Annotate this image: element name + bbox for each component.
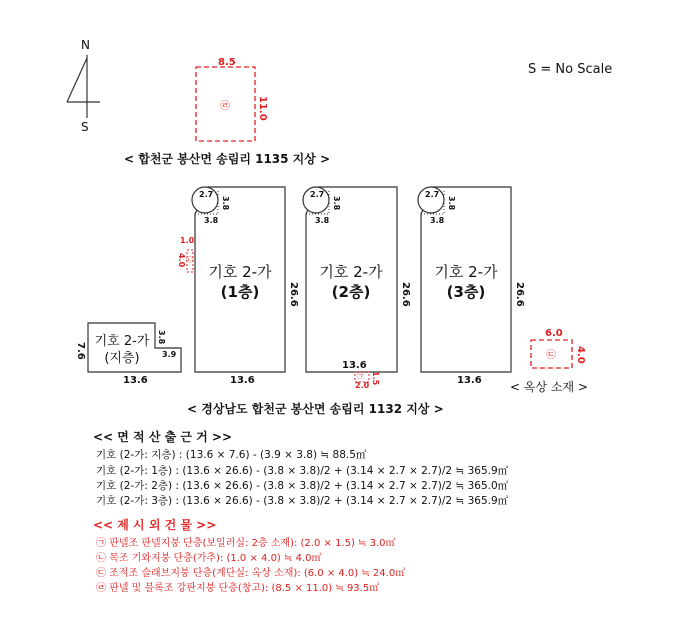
arc-radius-label: 2.7 (425, 190, 440, 199)
basement-width: 13.6 (123, 375, 148, 386)
cut-label: 3.8 (447, 196, 456, 211)
outbuilding-d-mark: ㉣ (220, 101, 230, 112)
arc-radius-label: 2.7 (199, 190, 214, 199)
floor-1-height: 26.6 (288, 282, 299, 307)
annex-b-height: 4.0 (177, 253, 186, 268)
excluded-title: << 제 시 외 건 물 >> (93, 518, 217, 532)
excluded-line: ㉡ 목조 기와지붕 단층(가추): (1.0 × 4.0) ≒ 4.0㎡ (96, 553, 322, 564)
area-calc-line: 기호 (2-가: 지층) : (13.6 × 7.6) - (3.9 × 3.8) ≒ 88.5㎡ (96, 449, 367, 461)
annex-c-width: 6.0 (545, 328, 563, 339)
floor-3-height: 26.6 (514, 282, 525, 307)
basement-notch-height: 3.8 (157, 330, 166, 345)
annex-c-mark: ㉢ (546, 350, 556, 361)
outbuilding-d-height: 11.0 (257, 96, 268, 121)
cut-label: 3.8 (204, 216, 219, 225)
annex-a-mark: ㉠ (357, 372, 364, 380)
parcel-1135-title: < 합천군 봉산면 송림리 1135 지상 > (124, 152, 331, 166)
cut-label: 3.8 (221, 196, 230, 211)
floor-1-width: 13.6 (230, 375, 255, 386)
cut-label: 3.8 (332, 196, 341, 211)
excluded-line: ㉣ 판넬 및 블록조 강판지붕 단층(창고): (8.5 × 11.0) ≒ 93.5㎡ (96, 583, 380, 594)
excluded-line: ㉠ 판넬조 판넬지붕 단층(보일러실: 2층 소재): (2.0 × 1.5) ≒ 3.0㎡ (96, 538, 396, 549)
parcel-1132-title: < 경상남도 합천군 봉산면 송림리 1132 지상 > (187, 402, 444, 416)
floor-3-label: 기호 2-가 (3층) (434, 263, 498, 301)
compass-north: N (81, 38, 90, 52)
floor-2-label: 기호 2-가 (2층) (319, 263, 383, 301)
area-calc-line: 기호 (2-가: 1층) : (13.6 × 26.6) - (3.8 × 3.8)/2 + (3.14 × 2.7 × 2.7)/2 ≒ 365.9㎡ (96, 465, 509, 477)
scale-note: S = No Scale (528, 62, 613, 77)
annex-a-height: 1.5 (371, 371, 380, 386)
annex-c-height: 4.0 (575, 346, 586, 364)
annex-b-width: 1.0 (180, 236, 195, 245)
floor-1-label: 기호 2-가 (1층) (208, 263, 272, 301)
outbuilding-d-width: 8.5 (218, 57, 236, 68)
annex-b-mark: ㉡ (186, 256, 193, 264)
annex-a-width: 2.0 (355, 381, 370, 390)
annex-c-caption: < 옥상 소재 > (510, 380, 588, 394)
compass-arrow-icon (67, 55, 100, 118)
basement-label: 기호 2-가 (지층) (94, 334, 150, 366)
area-calc-line: 기호 (2-가: 3층) : (13.6 × 26.6) - (3.8 × 3.8)/2 + (3.14 × 2.7 × 2.7)/2 ≒ 365.9㎡ (96, 495, 509, 507)
arc-radius-label: 2.7 (310, 190, 325, 199)
basement-notch-width: 3.9 (162, 350, 177, 359)
area-calc-line: 기호 (2-가: 2층) : (13.6 × 26.6) - (3.8 × 3.8)/2 + (3.14 × 2.7 × 2.7)/2 ≒ 365.0㎡ (96, 480, 509, 492)
excluded-line: ㉢ 조적조 슬래브지붕 단층(계단실: 옥상 소재): (6.0 × 4.0) ≒ 24.0㎡ (96, 568, 406, 579)
compass-south: S (81, 120, 89, 134)
area-calc-title: << 면 적 산 출 근 거 >> (93, 430, 233, 444)
basement-height: 7.6 (75, 342, 86, 360)
floor-2-width: 13.6 (342, 360, 367, 371)
floor-2-height: 26.6 (400, 282, 411, 307)
cut-label: 3.8 (315, 216, 330, 225)
cut-label: 3.8 (430, 216, 445, 225)
floor-3-width: 13.6 (457, 375, 482, 386)
